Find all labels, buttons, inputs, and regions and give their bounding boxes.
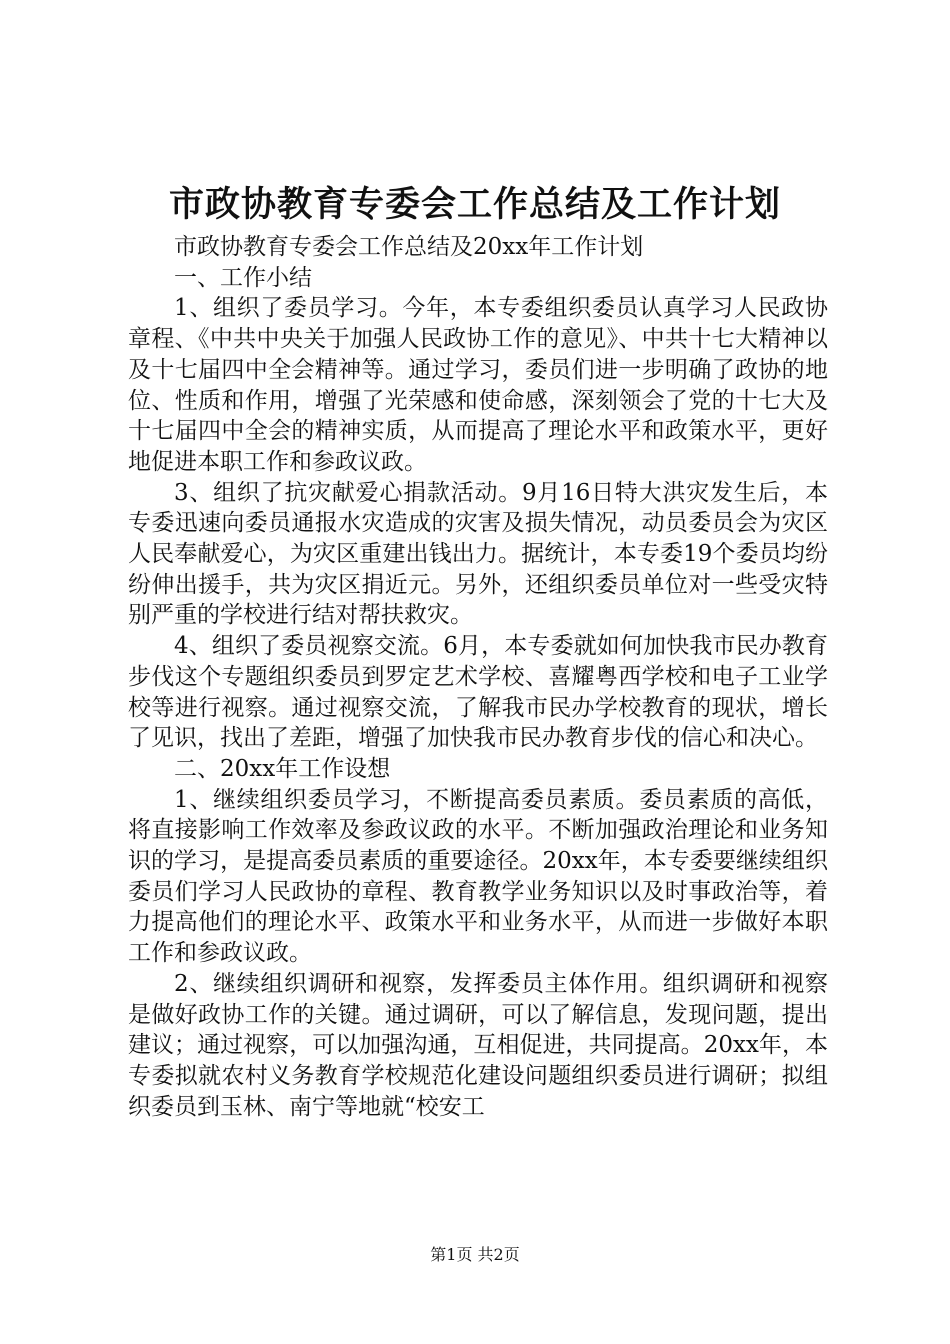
section-heading-summary: 一、工作小结	[174, 264, 312, 291]
section-heading-plan: 二、20xx年工作设想	[174, 755, 391, 782]
paragraph-disaster-relief: 3、组织了抗灾献爱心捐款活动。9月16日特大洪灾发生后，本专委迅速向委员通报水灾造成的灾害及损失情况，动员委员会为灾区人民奉献爱心，为灾区重建出钱出力。据统计，本专委19个委员均纷纷伸出援手，共为灾区捐近元。另外，还组织委员单位对一些受灾特别严重的学校进行结对帮扶救灾。	[128, 479, 828, 629]
page-footer: 第1页 共2页	[430, 1245, 520, 1264]
document-body	[128, 232, 828, 1122]
subtitle-paragraph: 市政协教育专委会工作总结及20xx年工作计划	[174, 234, 644, 260]
paragraph-plan-study: 1、继续组织委员学习，不断提高委员素质。委员素质的高低，将直接影响工作效率及参政议政的水平。不断加强政治理论和业务知识的学习，是提高委员素质的重要途径。20xx年，本专委要继续组织委员们学习人民政协的章程、教育教学业务知识以及时事政治等，着力提高他们的理论水平、政策水平和业务水平，从而进一步做好本职工作和参政议政。	[128, 786, 828, 967]
document-title: 市政协教育专委会工作总结及工作计划	[168, 184, 781, 225]
paragraph-plan-research: 2、继续组织调研和视察，发挥委员主体作用。组织调研和视察是做好政协工作的关键。通过调研，可以了解信息，发现问题，提出建议；通过视察，可以加强沟通，互相促进，共同提高。20xx年，本专委拟就农村义务教育学校规范化建设问题组织委员进行调研；拟组织委员到玉林、南宁等地就“校安工	[128, 970, 828, 1120]
paragraph-study: 1、组织了委员学习。今年，本专委组织委员认真学习人民政协章程、《中共中央关于加强人民政协工作的意见》、中共十七大精神以及十七届四中全会精神等。通过学习，委员们进一步明确了政协的地位、性质和作用，增强了光荣感和使命感，深刻领会了党的十七大及十七届四中全会的精神实质，从而提高了理论水平和政策水平，更好地促进本职工作和参政议政。	[128, 295, 828, 475]
paragraph-inspection: 4、组织了委员视察交流。6月，本专委就如何加快我市民办教育步伐这个专题组织委员到罗定艺术学校、喜耀粤西学校和电子工业学校等进行视察。通过视察交流，了解我市民办学校教育的现状，增长了见识，找出了差距，增强了加快我市民办教育步伐的信心和决心。	[128, 633, 828, 752]
